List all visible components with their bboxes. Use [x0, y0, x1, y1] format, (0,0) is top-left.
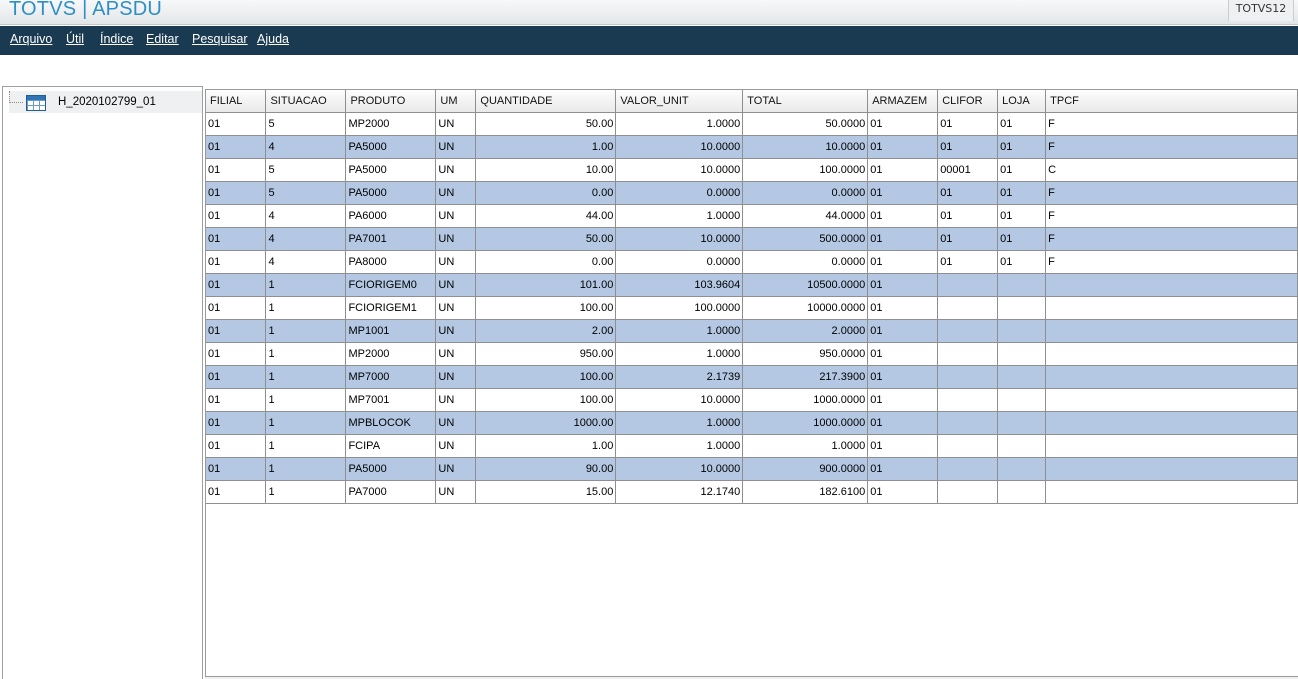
cell-valor-unit[interactable]: 10.0000	[616, 227, 743, 250]
cell-armazem[interactable]: 01	[868, 204, 938, 227]
table-row[interactable]	[206, 434, 1298, 457]
column-header-clifor[interactable]: CLIFOR	[938, 90, 998, 112]
cell-loja[interactable]: 01	[998, 135, 1046, 158]
cell-valor-unit[interactable]: 10.0000	[616, 457, 743, 480]
cell-tpcf[interactable]	[1046, 296, 1298, 319]
cell-armazem[interactable]: 01	[868, 388, 938, 411]
column-header-filial[interactable]: FILIAL	[206, 90, 266, 112]
cell-total[interactable]: 500.0000	[743, 227, 868, 250]
cell-tpcf[interactable]	[1046, 411, 1298, 434]
cell-loja[interactable]	[998, 319, 1046, 342]
cell-um[interactable]: UN	[436, 342, 476, 365]
cell-filial[interactable]: 01	[206, 388, 266, 411]
cell-situacao[interactable]: 1	[266, 388, 346, 411]
cell-tpcf[interactable]: F	[1046, 250, 1298, 273]
cell-produto[interactable]: PA8000	[346, 250, 436, 273]
column-header-tpcf[interactable]: TPCF	[1046, 90, 1298, 112]
cell-loja[interactable]	[998, 365, 1046, 388]
cell-valor-unit[interactable]: 103.9604	[616, 273, 743, 296]
cell-um[interactable]: UN	[436, 457, 476, 480]
table-tree-panel	[2, 86, 203, 679]
data-grid[interactable]	[205, 89, 1298, 679]
cell-situacao[interactable]: 4	[266, 204, 346, 227]
cell-filial[interactable]: 01	[206, 158, 266, 181]
cell-situacao[interactable]: 1	[266, 411, 346, 434]
cell-total[interactable]: 182.6100	[743, 480, 868, 503]
cell-um[interactable]: UN	[436, 112, 476, 135]
cell-armazem[interactable]: 01	[868, 250, 938, 273]
title-bar	[0, 0, 1298, 25]
table-row[interactable]	[206, 204, 1298, 227]
tree-node-label: H_2020102799_01	[58, 96, 156, 108]
cell-loja[interactable]: 01	[998, 112, 1046, 135]
cell-produto[interactable]: FCIORIGEM1	[346, 296, 436, 319]
column-header-total[interactable]: TOTAL	[743, 90, 868, 112]
cell-filial[interactable]: 01	[206, 181, 266, 204]
cell-quantidade[interactable]: 50.00	[476, 112, 616, 135]
cell-tpcf[interactable]	[1046, 273, 1298, 296]
cell-produto[interactable]: PA7000	[346, 480, 436, 503]
menu-pesquisar[interactable]: Pesquisar	[192, 32, 248, 46]
cell-loja[interactable]: 01	[998, 250, 1046, 273]
cell-tpcf[interactable]	[1046, 480, 1298, 503]
cell-produto[interactable]: MP1001	[346, 319, 436, 342]
cell-situacao[interactable]: 1	[266, 480, 346, 503]
cell-filial[interactable]: 01	[206, 227, 266, 250]
cell-situacao[interactable]: 1	[266, 434, 346, 457]
cell-loja[interactable]	[998, 434, 1046, 457]
cell-total[interactable]: 2.0000	[743, 319, 868, 342]
cell-quantidade[interactable]: 100.00	[476, 388, 616, 411]
cell-total[interactable]: 0.0000	[743, 250, 868, 273]
cell-um[interactable]: UN	[436, 181, 476, 204]
cell-clifor[interactable]: 01	[938, 135, 998, 158]
cell-quantidade[interactable]: 10.00	[476, 158, 616, 181]
cell-quantidade[interactable]: 100.00	[476, 296, 616, 319]
data-table	[206, 90, 1298, 504]
cell-total[interactable]: 1.0000	[743, 434, 868, 457]
cell-um[interactable]: UN	[436, 250, 476, 273]
cell-um[interactable]: UN	[436, 480, 476, 503]
table-row[interactable]	[206, 181, 1298, 204]
cell-um[interactable]: UN	[436, 365, 476, 388]
cell-filial[interactable]: 01	[206, 112, 266, 135]
cell-clifor[interactable]: 00001	[938, 158, 998, 181]
table-row[interactable]	[206, 388, 1298, 411]
cell-quantidade[interactable]: 101.00	[476, 273, 616, 296]
cell-produto[interactable]: MPBLOCOK	[346, 411, 436, 434]
cell-valor-unit[interactable]: 1.0000	[616, 411, 743, 434]
cell-quantidade[interactable]: 90.00	[476, 457, 616, 480]
cell-filial[interactable]: 01	[206, 434, 266, 457]
cell-tpcf[interactable]: F	[1046, 112, 1298, 135]
cell-clifor[interactable]	[938, 273, 998, 296]
cell-loja[interactable]: 01	[998, 227, 1046, 250]
cell-armazem[interactable]: 01	[868, 273, 938, 296]
cell-loja[interactable]	[998, 296, 1046, 319]
cell-um[interactable]: UN	[436, 319, 476, 342]
cell-clifor[interactable]	[938, 457, 998, 480]
cell-um[interactable]: UN	[436, 158, 476, 181]
cell-total[interactable]: 100.0000	[743, 158, 868, 181]
cell-armazem[interactable]: 01	[868, 411, 938, 434]
cell-armazem[interactable]: 01	[868, 342, 938, 365]
cell-valor-unit[interactable]: 0.0000	[616, 250, 743, 273]
tree-node-table[interactable]	[9, 91, 202, 113]
cell-valor-unit[interactable]: 12.1740	[616, 480, 743, 503]
cell-total[interactable]: 10000.0000	[743, 296, 868, 319]
cell-situacao[interactable]: 1	[266, 365, 346, 388]
cell-produto[interactable]: MP7001	[346, 388, 436, 411]
cell-armazem[interactable]: 01	[868, 365, 938, 388]
cell-produto[interactable]: PA5000	[346, 135, 436, 158]
cell-quantidade[interactable]: 1000.00	[476, 411, 616, 434]
cell-um[interactable]: UN	[436, 411, 476, 434]
cell-tpcf[interactable]: F	[1046, 181, 1298, 204]
cell-clifor[interactable]	[938, 388, 998, 411]
cell-loja[interactable]	[998, 342, 1046, 365]
cell-clifor[interactable]	[938, 342, 998, 365]
cell-um[interactable]: UN	[436, 227, 476, 250]
cell-produto[interactable]: PA5000	[346, 158, 436, 181]
cell-produto[interactable]: FCIPA	[346, 434, 436, 457]
column-header-produto[interactable]: PRODUTO	[346, 90, 436, 112]
cell-loja[interactable]	[998, 457, 1046, 480]
cell-clifor[interactable]	[938, 411, 998, 434]
cell-situacao[interactable]: 5	[266, 112, 346, 135]
cell-clifor[interactable]	[938, 480, 998, 503]
cell-produto[interactable]: MP2000	[346, 342, 436, 365]
cell-total[interactable]: 50.0000	[743, 112, 868, 135]
cell-total[interactable]: 44.0000	[743, 204, 868, 227]
cell-filial[interactable]: 01	[206, 273, 266, 296]
menu-ajuda[interactable]: Ajuda	[257, 32, 289, 46]
cell-produto[interactable]: PA5000	[346, 181, 436, 204]
table-header-row	[206, 90, 1298, 112]
environment-badge[interactable]: TOTVS12	[1228, 0, 1294, 21]
cell-armazem[interactable]: 01	[868, 480, 938, 503]
cell-valor-unit[interactable]: 1.0000	[616, 342, 743, 365]
cell-situacao[interactable]: 5	[266, 158, 346, 181]
table-row[interactable]	[206, 365, 1298, 388]
cell-situacao[interactable]: 1	[266, 296, 346, 319]
menu-indice[interactable]: Índice	[100, 32, 134, 46]
cell-valor-unit[interactable]: 2.1739	[616, 365, 743, 388]
cell-situacao[interactable]: 1	[266, 319, 346, 342]
cell-filial[interactable]: 01	[206, 135, 266, 158]
cell-tpcf[interactable]	[1046, 342, 1298, 365]
column-header-um[interactable]: UM	[436, 90, 476, 112]
cell-produto[interactable]: PA6000	[346, 204, 436, 227]
cell-valor-unit[interactable]: 10.0000	[616, 388, 743, 411]
cell-armazem[interactable]: 01	[868, 227, 938, 250]
cell-filial[interactable]: 01	[206, 480, 266, 503]
column-header-armazem[interactable]: ARMAZEM	[868, 90, 938, 112]
cell-armazem[interactable]: 01	[868, 112, 938, 135]
cell-situacao[interactable]: 1	[266, 457, 346, 480]
cell-filial[interactable]: 01	[206, 365, 266, 388]
cell-um[interactable]: UN	[436, 296, 476, 319]
cell-clifor[interactable]	[938, 365, 998, 388]
cell-quantidade[interactable]: 0.00	[476, 250, 616, 273]
cell-clifor[interactable]: 01	[938, 227, 998, 250]
table-row[interactable]	[206, 319, 1298, 342]
column-header-situacao[interactable]: SITUACAO	[266, 90, 346, 112]
cell-clifor[interactable]: 01	[938, 250, 998, 273]
cell-quantidade[interactable]: 100.00	[476, 365, 616, 388]
cell-total[interactable]: 950.0000	[743, 342, 868, 365]
cell-total[interactable]: 10.0000	[743, 135, 868, 158]
table-row[interactable]	[206, 480, 1298, 503]
cell-loja[interactable]	[998, 480, 1046, 503]
cell-filial[interactable]: 01	[206, 296, 266, 319]
cell-situacao[interactable]: 1	[266, 342, 346, 365]
cell-loja[interactable]	[998, 411, 1046, 434]
cell-filial[interactable]: 01	[206, 457, 266, 480]
cell-clifor[interactable]: 01	[938, 204, 998, 227]
cell-filial[interactable]: 01	[206, 411, 266, 434]
cell-quantidade[interactable]: 950.00	[476, 342, 616, 365]
cell-valor-unit[interactable]: 10.0000	[616, 135, 743, 158]
table-row[interactable]	[206, 457, 1298, 480]
cell-quantidade[interactable]: 15.00	[476, 480, 616, 503]
cell-valor-unit[interactable]: 1.0000	[616, 112, 743, 135]
cell-produto[interactable]: FCIORIGEM0	[346, 273, 436, 296]
cell-um[interactable]: UN	[436, 434, 476, 457]
cell-armazem[interactable]: 01	[868, 181, 938, 204]
cell-valor-unit[interactable]: 1.0000	[616, 319, 743, 342]
cell-um[interactable]: UN	[436, 388, 476, 411]
menu-arquivo[interactable]: Arquivo	[10, 32, 53, 46]
table-row[interactable]	[206, 158, 1298, 181]
cell-um[interactable]: UN	[436, 273, 476, 296]
cell-tpcf[interactable]: F	[1046, 135, 1298, 158]
menu-util[interactable]: Útil	[66, 32, 85, 46]
cell-filial[interactable]: 01	[206, 319, 266, 342]
cell-um[interactable]: UN	[436, 135, 476, 158]
cell-armazem[interactable]: 01	[868, 135, 938, 158]
cell-valor-unit[interactable]: 10.0000	[616, 158, 743, 181]
cell-situacao[interactable]: 4	[266, 227, 346, 250]
cell-clifor[interactable]	[938, 296, 998, 319]
cell-loja[interactable]	[998, 273, 1046, 296]
column-header-loja[interactable]: LOJA	[998, 90, 1046, 112]
table-row[interactable]	[206, 112, 1298, 135]
table-row[interactable]	[206, 135, 1298, 158]
cell-valor-unit[interactable]: 1.0000	[616, 434, 743, 457]
table-row[interactable]	[206, 296, 1298, 319]
cell-loja[interactable]: 01	[998, 181, 1046, 204]
cell-tpcf[interactable]	[1046, 365, 1298, 388]
cell-um[interactable]: UN	[436, 204, 476, 227]
cell-filial[interactable]: 01	[206, 250, 266, 273]
table-row[interactable]	[206, 342, 1298, 365]
cell-tpcf[interactable]	[1046, 319, 1298, 342]
cell-clifor[interactable]: 01	[938, 112, 998, 135]
cell-produto[interactable]: PA5000	[346, 457, 436, 480]
cell-quantidade[interactable]: 50.00	[476, 227, 616, 250]
cell-loja[interactable]: 01	[998, 204, 1046, 227]
cell-produto[interactable]: MP2000	[346, 112, 436, 135]
cell-total[interactable]: 1000.0000	[743, 411, 868, 434]
cell-total[interactable]: 900.0000	[743, 457, 868, 480]
cell-quantidade[interactable]: 1.00	[476, 135, 616, 158]
menu-editar[interactable]: Editar	[146, 32, 179, 46]
cell-valor-unit[interactable]: 100.0000	[616, 296, 743, 319]
cell-quantidade[interactable]: 44.00	[476, 204, 616, 227]
cell-tpcf[interactable]: F	[1046, 204, 1298, 227]
cell-tpcf[interactable]	[1046, 434, 1298, 457]
cell-tpcf[interactable]	[1046, 388, 1298, 411]
table-row[interactable]	[206, 411, 1298, 434]
cell-situacao[interactable]: 4	[266, 135, 346, 158]
column-header-valor-unit[interactable]: VALOR_UNIT	[616, 90, 743, 112]
cell-situacao[interactable]: 4	[266, 250, 346, 273]
cell-loja[interactable]: 01	[998, 158, 1046, 181]
table-row[interactable]	[206, 227, 1298, 250]
cell-produto[interactable]: MP7000	[346, 365, 436, 388]
table-icon	[26, 95, 46, 111]
cell-total[interactable]: 217.3900	[743, 365, 868, 388]
table-body	[206, 112, 1298, 503]
cell-filial[interactable]: 01	[206, 204, 266, 227]
table-row[interactable]	[206, 273, 1298, 296]
cell-quantidade[interactable]: 2.00	[476, 319, 616, 342]
cell-total[interactable]: 1000.0000	[743, 388, 868, 411]
cell-clifor[interactable]	[938, 434, 998, 457]
cell-quantidade[interactable]: 1.00	[476, 434, 616, 457]
cell-total[interactable]: 0.0000	[743, 181, 868, 204]
cell-situacao[interactable]: 5	[266, 181, 346, 204]
cell-clifor[interactable]: 01	[938, 181, 998, 204]
table-row[interactable]	[206, 250, 1298, 273]
cell-filial[interactable]: 01	[206, 342, 266, 365]
cell-total[interactable]: 10500.0000	[743, 273, 868, 296]
tree-connector	[9, 91, 23, 103]
cell-situacao[interactable]: 1	[266, 273, 346, 296]
cell-tpcf[interactable]: C	[1046, 158, 1298, 181]
cell-armazem[interactable]: 01	[868, 457, 938, 480]
cell-tpcf[interactable]	[1046, 457, 1298, 480]
cell-armazem[interactable]: 01	[868, 319, 938, 342]
menu-bar	[0, 26, 1298, 55]
cell-loja[interactable]	[998, 388, 1046, 411]
column-header-quantidade[interactable]: QUANTIDADE	[476, 90, 616, 112]
cell-armazem[interactable]: 01	[868, 296, 938, 319]
cell-valor-unit[interactable]: 1.0000	[616, 204, 743, 227]
cell-armazem[interactable]: 01	[868, 434, 938, 457]
cell-quantidade[interactable]: 0.00	[476, 181, 616, 204]
app-title: TOTVS | APSDU	[9, 0, 163, 20]
cell-valor-unit[interactable]: 0.0000	[616, 181, 743, 204]
cell-clifor[interactable]	[938, 319, 998, 342]
cell-tpcf[interactable]: F	[1046, 227, 1298, 250]
cell-armazem[interactable]: 01	[868, 158, 938, 181]
cell-produto[interactable]: PA7001	[346, 227, 436, 250]
